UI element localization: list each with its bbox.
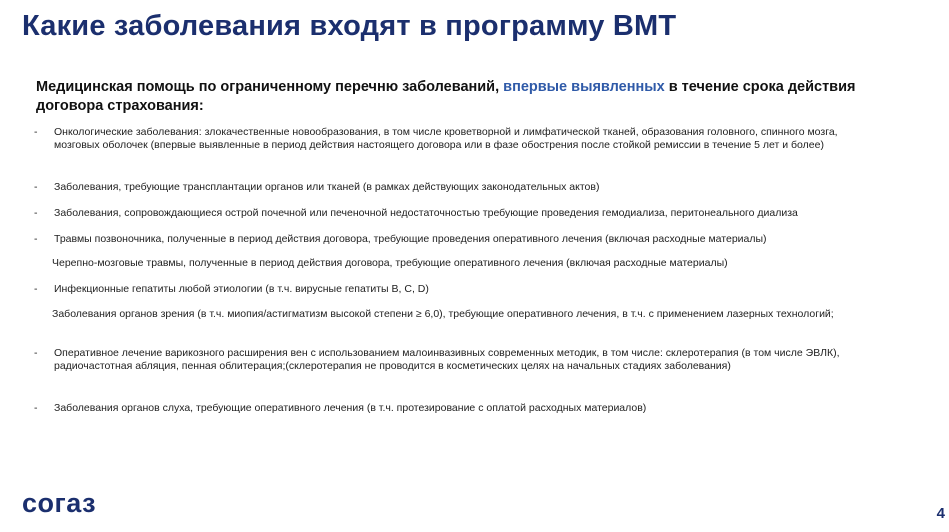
list-item-text: Заболевания органов слуха, требующие оперативного лечения (в т.ч. протезирование с оплатой расходных материалов)	[54, 402, 647, 414]
list-item	[34, 126, 884, 151]
list-item-text: Инфекционные гепатиты любой этиологии (в т.ч. вирусные гепатиты В, С, D)	[54, 283, 429, 295]
list-dash: -	[34, 207, 38, 219]
list-item-text: Оперативное лечение варикозного расширения вен с использованием малоинвазивных современных методик, в том числе: склеротерапия (в том числе ЭВЛК), радиочастотная абляция, пенная облитерация;(склеротерапия не проводится в косметических целях на начальных стадиях заболевания)	[54, 347, 840, 372]
page-number: 4	[936, 505, 945, 522]
list-dash: -	[34, 126, 38, 138]
list-dash: -	[34, 402, 38, 414]
list-item	[34, 402, 884, 415]
list-item	[34, 257, 884, 270]
list-item-text: Заболевания, сопровождающиеся острой почечной или печеночной недостаточностью требующие проведения гемодиализа, перитонеального диализа	[54, 207, 798, 219]
lead-text-end: в течение срока действия договора страхования:	[36, 79, 856, 114]
list-dash: -	[34, 233, 38, 245]
list-dash: -	[34, 347, 38, 359]
list-item	[34, 283, 884, 296]
lead-accent-text: впервые выявленных	[503, 79, 665, 95]
list-item	[34, 207, 884, 220]
list-dash: -	[34, 283, 38, 295]
list-item	[34, 181, 884, 194]
list-dash: -	[34, 181, 38, 193]
list-item	[34, 308, 884, 321]
page-title: Какие заболевания входят в программу ВМТ	[22, 10, 677, 42]
list-item-text: Заболевания, требующие трансплантации органов или тканей (в рамках действующих законодательных актов)	[54, 181, 600, 193]
list-item-text: Черепно-мозговые травмы, полученные в период действия договора, требующие оперативного лечения (включая расходные материалы)	[52, 257, 728, 269]
lead-text-start: Медицинская помощь по ограниченному перечню заболеваний,	[36, 79, 504, 95]
lead-paragraph	[36, 78, 896, 116]
list-item	[34, 347, 884, 372]
list-item-text: Онкологические заболевания: злокачественные новообразования, в том числе кроветворной и лимфатической тканей, образования головного, спинного мозга, мозговых оболочек (впервые выявленные в период действия настоящего договора или в фазе обострения после стойкой ремиссии в течение 5 лет и более)	[54, 126, 838, 151]
sogaz-logo: согаз	[22, 488, 97, 518]
list-item-text: Травмы позвоночника, полученные в период действия договора, требующие проведения оперативного лечения (включая расходные материалы)	[54, 233, 767, 245]
list-item	[34, 233, 884, 246]
list-item-text: Заболевания органов зрения (в т.ч. миопия/астигматизм высокой степени ≥ 6,0), требующие оперативного лечения, в т.ч. с применением лазерных технологий;	[52, 308, 834, 320]
